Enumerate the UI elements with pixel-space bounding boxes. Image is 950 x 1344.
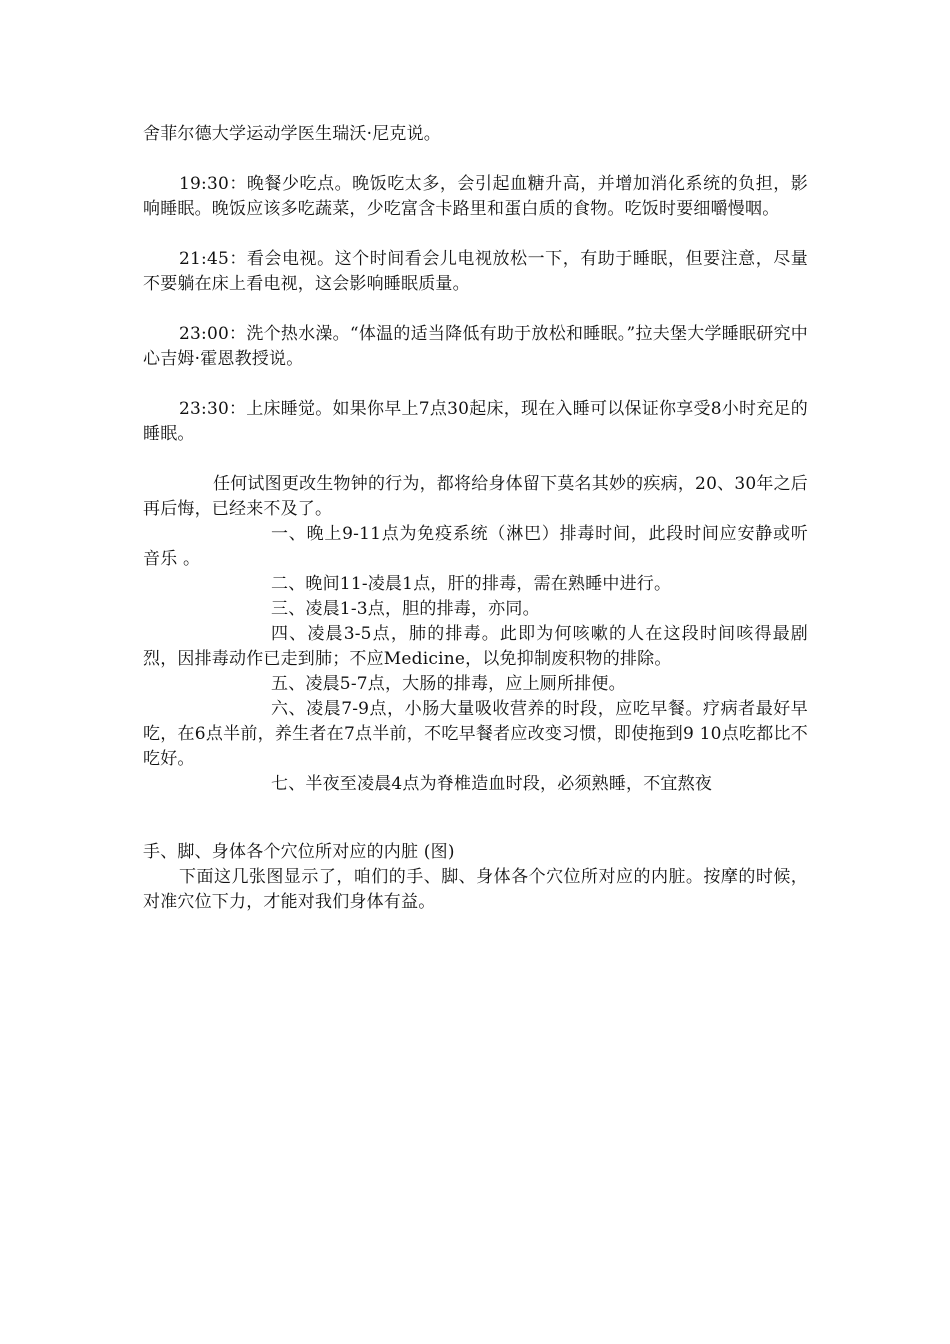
schedule-item-3: 三、凌晨1-3点，胆的排毒，亦同。 [271, 599, 540, 619]
schedule-item-5: 五、凌晨5-7点，大肠的排毒，应上厕所排便。 [271, 674, 626, 694]
section-intro: 下面这几张图显示了，咱们的手、脚、身体各个穴位所对应的内脏。按摩的时候，对准穴位下力，才能对我们身体有益。 [143, 867, 808, 912]
section-gap [143, 797, 808, 840]
document-body [143, 122, 808, 915]
paragraph-gap [143, 372, 808, 397]
schedule-item-1: 一、晚上9-11点为免疫系统（淋巴）排毒时间，此段时间应安静或听音乐 。 [143, 524, 808, 569]
paragraph-1930: 19:30：晚餐少吃点。晚饭吃太多，会引起血糖升高，并增加消化系统的负担，影响睡眠。晚饭应该多吃蔬菜，少吃富含卡路里和蛋白质的食物。吃饭时要细嚼慢咽。 [143, 174, 808, 219]
schedule-item-7: 七、半夜至凌晨4点为脊椎造血时段，必须熟睡，不宜熬夜 [271, 774, 713, 794]
schedule-item-4: 四、凌晨3-5点，肺的排毒。此即为何咳嗽的人在这段时间咳得最剧烈，因排毒动作已走到肺；不应Medicine，以免抑制废积物的排除。 [143, 624, 808, 669]
schedule-item-2: 二、晚间11-凌晨1点，肝的排毒，需在熟睡中进行。 [271, 574, 672, 594]
section-title: 手、脚、身体各个穴位所对应的内脏 (图) [143, 842, 455, 862]
paragraph-gap [143, 447, 808, 472]
paragraph-2330: 23:30：上床睡觉。如果你早上7点30起床，现在入睡可以保证你享受8小时充足的睡眠。 [143, 399, 808, 444]
paragraph-2300: 23:00：洗个热水澡。“体温的适当降低有助于放松和睡眠。”拉夫堡大学睡眠研究中心吉姆·霍恩教授说。 [143, 324, 808, 369]
paragraph-gap [143, 222, 808, 247]
paragraph-gap [143, 297, 808, 322]
paragraph-biological-clock: 任何试图更改生物钟的行为，都将给身体留下莫名其妙的疾病，20、30年之后再后悔，已经来不及了。 [143, 474, 808, 519]
paragraph-2145: 21:45：看会电视。这个时间看会儿电视放松一下，有助于睡眠，但要注意，尽量不要躺在床上看电视，这会影响睡眠质量。 [143, 249, 808, 294]
paragraph-quote-attribution: 舍菲尔德大学运动学医生瑞沃·尼克说。 [143, 124, 442, 144]
schedule-item-6: 六、凌晨7-9点，小肠大量吸收营养的时段，应吃早餐。疗病者最好早吃，在6点半前，养生者在7点半前，不吃早餐者应改变习惯，即使拖到9 10点吃都比不吃好。 [143, 699, 808, 769]
paragraph-gap [143, 147, 808, 172]
